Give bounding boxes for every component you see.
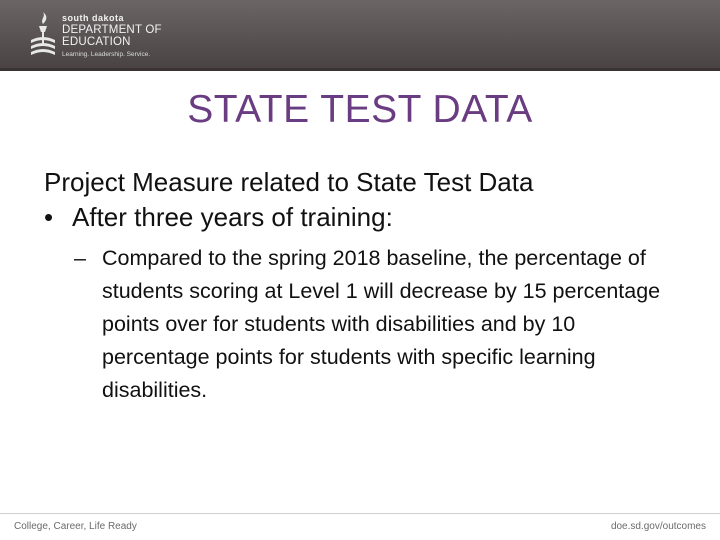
slide-title: STATE TEST DATA [187, 88, 533, 131]
bullet-dot-icon: • [44, 202, 54, 232]
logo-wordmark [62, 14, 228, 59]
bullet-item [44, 200, 684, 234]
torch-logo-icon [28, 10, 58, 56]
subbullet-text: Compared to the spring 2018 baseline, the percentage of students scoring at Level 1 will decrease by 15 percentage points over for students with disabilities and by 10 percentage points for students with specific learning disabilities. [102, 246, 661, 402]
lead-text: Project Measure related to State Test Data [44, 167, 534, 197]
bullet-text: After three years of training: [72, 202, 393, 232]
logo-tagline: Learning. Leadership. Service. [62, 51, 151, 58]
dash-bullet-icon: – [74, 246, 86, 270]
logo-department-name: DEPARTMENT OF EDUCATION [62, 24, 162, 48]
header-bar [0, 0, 720, 71]
slide-body [44, 166, 684, 407]
logo-state-name: south dakota [62, 13, 125, 23]
footer-url: doe.sd.gov/outcomes [610, 521, 706, 532]
footer-divider [0, 513, 720, 514]
footer-tagline: College, Career, Life Ready [14, 521, 137, 532]
subbullet-item [74, 242, 662, 407]
sd-doe-logo [28, 10, 228, 60]
